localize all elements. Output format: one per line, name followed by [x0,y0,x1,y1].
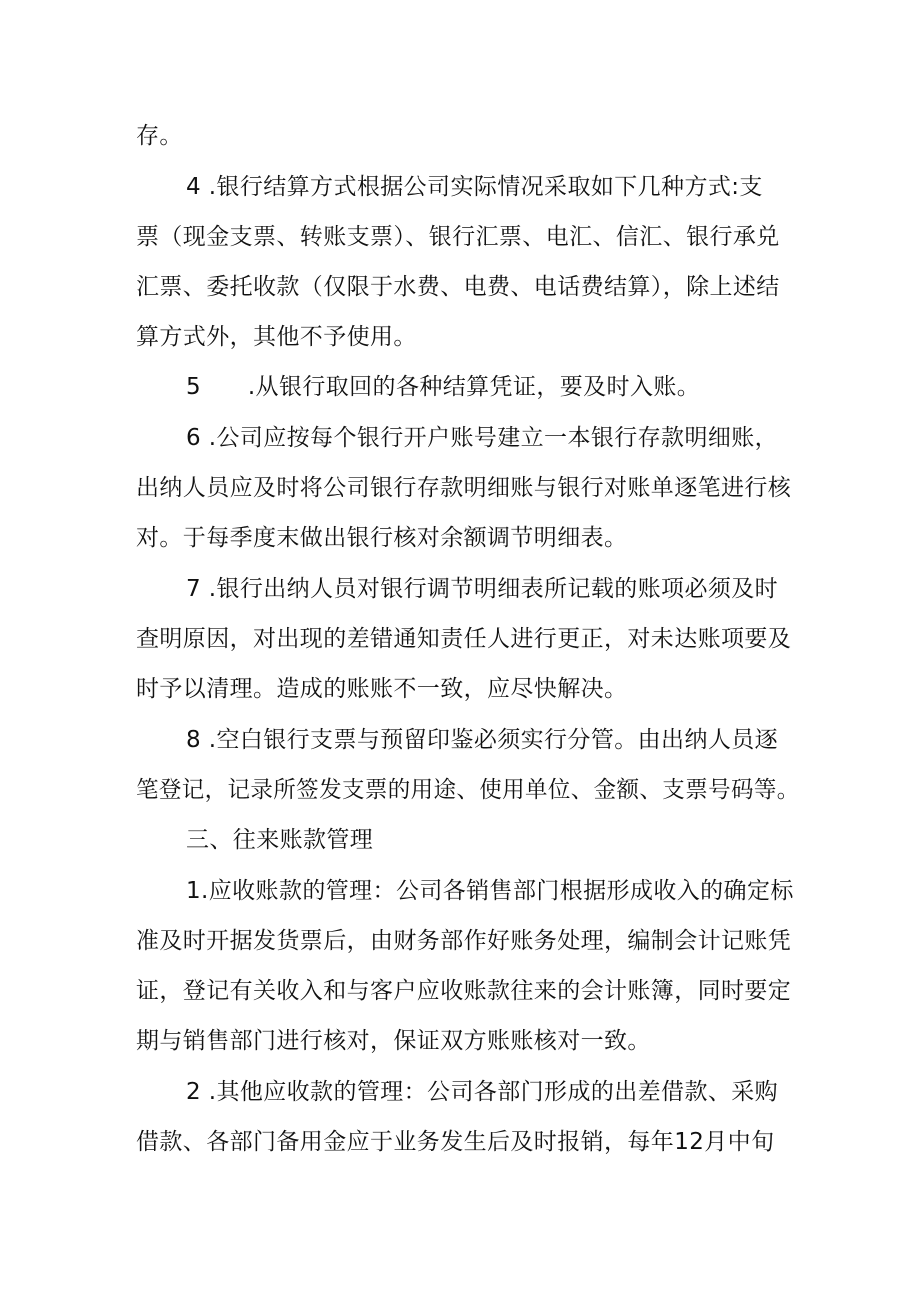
text-line: 准及时开据发货票后，由财务部作好账务处理，编制会计记账凭 [136,928,792,954]
text-line: 6 .公司应按每个银行开户账号建立一本银行存款明细账， [186,425,779,451]
text-line: 8 .空白银行支票与预留印鉴必须实行分管。由出纳人员逐 [186,727,779,753]
text-line: 期与销售部门进行核对，保证双方账账核对一致。 [136,1028,651,1054]
text-line: 存。 [136,123,183,149]
text-line: 借款、各部门备用金应于业务发生后及时报销，每年12月中旬 [136,1129,775,1155]
text-line: 5 .从银行取回的各种结算凭证，要及时入账。 [186,374,701,400]
text-line: 证，登记有关收入和与客户应收账款往来的会计账簿，同时要定 [136,978,792,1004]
text-line: 对。于每季度末做出银行核对余额调节明细表。 [136,525,628,551]
text-line: 1.应收账款的管理：公司各销售部门根据形成收入的确定标 [186,878,794,904]
text-line: 出纳人员应及时将公司银行存款明细账与银行对账单逐笔进行核 [136,475,792,501]
text-line: 算方式外，其他不予使用。 [136,324,417,350]
text-line: 时予以清理。造成的账账不一致，应尽快解决。 [136,676,628,702]
section-heading: 三、往来账款管理 [186,827,374,853]
text-line: 笔登记，记录所签发支票的用途、使用单位、金额、支票号码等。 [136,777,800,803]
text-line: 2 .其他应收款的管理：公司各部门形成的出差借款、采购 [186,1079,779,1105]
text-line: 查明原因，对出现的差错通知责任人进行更正，对未达账项要及 [136,626,792,652]
text-line: 7 .银行出纳人员对银行调节明细表所记载的账项必须及时 [186,576,779,602]
text-line: 4 .银行结算方式根据公司实际情况采取如下几种方式:支 [186,174,763,200]
text-line: 汇票、委托收款（仅限于水费、电费、电话费结算），除上述结 [136,274,780,300]
text-line: 票（现金支票、转账支票）、银行汇票、电汇、信汇、银行承兑 [136,224,780,250]
